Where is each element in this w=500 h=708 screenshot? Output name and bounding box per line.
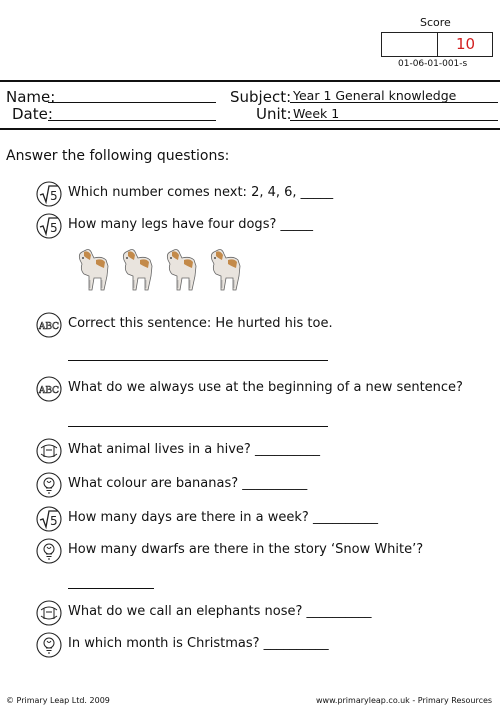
date-label: Date: <box>12 105 53 123</box>
question-8: How many dwarfs are there in the story ‘Snow White’? <box>68 542 424 557</box>
subject-value: Year 1 General knowledge <box>293 88 457 103</box>
bulb-icon <box>36 538 62 564</box>
score-label: Score <box>420 16 451 29</box>
question-9: What do we call an elephants nose? __________ <box>68 604 372 619</box>
svg-text:ABC: ABC <box>38 386 60 396</box>
math-sqrt5-icon <box>36 213 62 239</box>
question-3: Correct this sentence: He hurted his toe. <box>68 316 333 331</box>
question-1: Which number comes next: 2, 4, 6, _____ <box>68 185 334 200</box>
header-bottom-rule <box>0 128 500 130</box>
bulb-icon <box>36 472 62 498</box>
score-value: 10 <box>455 35 476 53</box>
math-sqrt5-icon <box>36 506 62 532</box>
svg-text:5: 5 <box>50 189 58 203</box>
question-2: How many legs have four dogs? _____ <box>68 217 313 232</box>
bulb-icon <box>36 632 62 658</box>
answer-line-q8[interactable] <box>68 588 154 589</box>
question-5: What animal lives in a hive? __________ <box>68 442 320 457</box>
dog-image <box>74 246 114 298</box>
subject-label: Subject: <box>230 88 292 106</box>
svg-text:5: 5 <box>50 514 58 528</box>
math-sqrt5-icon <box>36 181 62 207</box>
question-6: What colour are bananas? __________ <box>68 476 308 491</box>
question-7: How many days are there in a week? __________ <box>68 510 378 525</box>
unit-value: Week 1 <box>293 106 340 121</box>
globe-icon <box>36 600 62 626</box>
header-top-rule <box>0 80 500 82</box>
answer-line-q3[interactable] <box>68 360 328 361</box>
globe-icon <box>36 438 62 464</box>
svg-text:5: 5 <box>50 221 58 235</box>
abc-icon <box>36 312 62 338</box>
worksheet-code: 01-06-01-001-s <box>398 59 468 69</box>
instructions: Answer the following questions: <box>6 148 230 164</box>
footer-copyright: © Primary Leap Ltd. 2009 <box>6 696 110 705</box>
dog-image <box>206 246 246 298</box>
date-field[interactable] <box>48 120 216 121</box>
answer-line-q4[interactable] <box>68 426 328 427</box>
dog-image <box>162 246 202 298</box>
question-4: What do we always use at the beginning of a new sentence? <box>68 380 463 395</box>
footer-website: www.primaryleap.co.uk - Primary Resources <box>316 696 493 705</box>
name-field[interactable] <box>48 102 216 103</box>
name-label: Name: <box>6 88 56 106</box>
svg-text:ABC: ABC <box>38 322 60 332</box>
abc-icon <box>36 376 62 402</box>
dog-image <box>118 246 158 298</box>
score-box <box>381 32 493 57</box>
question-10: In which month is Christmas? __________ <box>68 636 329 651</box>
unit-label: Unit: <box>256 105 292 123</box>
